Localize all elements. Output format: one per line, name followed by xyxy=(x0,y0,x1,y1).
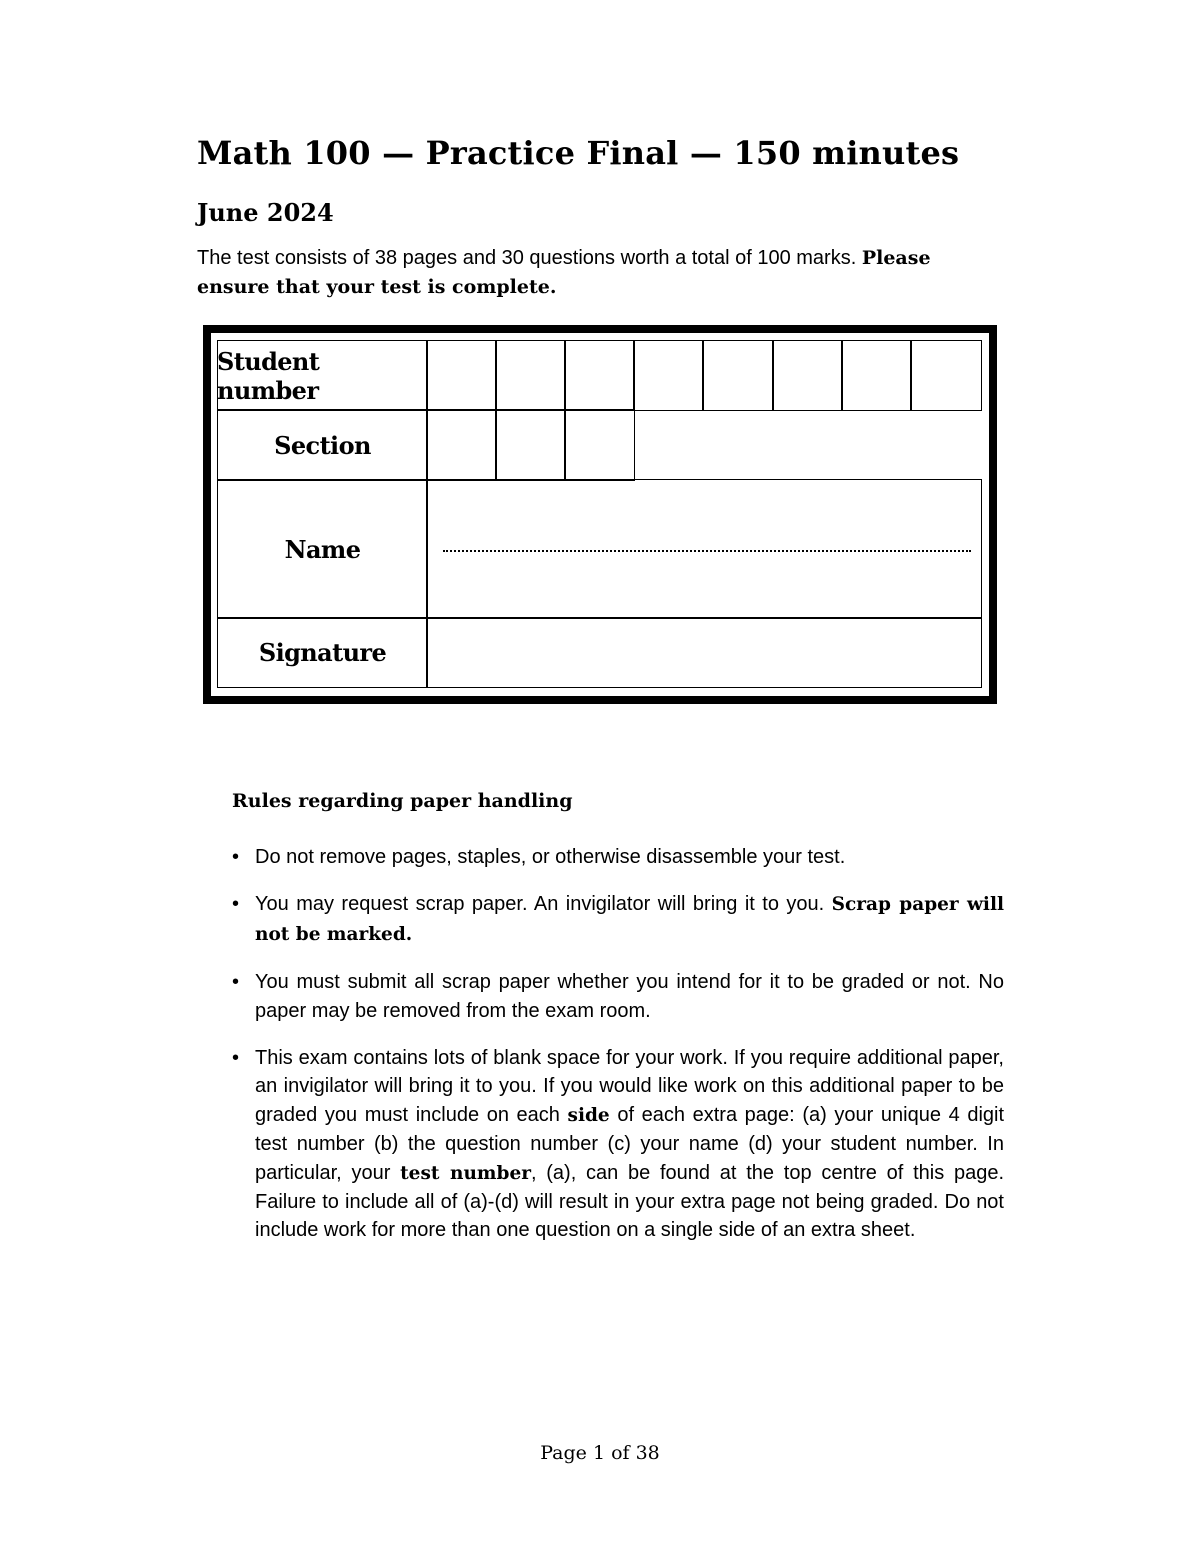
exam-date: June 2024 xyxy=(197,198,334,227)
student-number-label: Student number xyxy=(217,346,320,405)
name-dotted-line xyxy=(443,550,971,552)
signature-field[interactable] xyxy=(426,617,982,688)
rule-text: You must submit all scrap paper whether you intend for it to be graded or not. No paper may be removed from the exam room. xyxy=(255,971,1004,1022)
name-field[interactable] xyxy=(426,479,982,619)
rules-heading: Rules regarding paper handling xyxy=(232,790,573,812)
rule-item xyxy=(232,1044,1004,1245)
student-number-digit-box[interactable] xyxy=(841,340,912,411)
rule-text: Do not remove pages, staples, or otherwise disassemble your test. xyxy=(255,846,846,868)
student-info-box xyxy=(203,325,997,704)
rule-item xyxy=(232,968,1004,1025)
section-label: Section xyxy=(274,430,371,460)
student-number-digit-box[interactable] xyxy=(495,340,566,411)
bullet-icon: • xyxy=(232,1047,240,1070)
intro-paragraph xyxy=(197,244,1007,302)
signature-label: Signature xyxy=(258,638,387,667)
section-digit-box[interactable] xyxy=(564,409,635,481)
bullet-icon: • xyxy=(232,971,240,994)
student-number-digit-box[interactable] xyxy=(910,340,982,411)
rule-item xyxy=(232,843,1004,871)
rule-bold-text: Scrap paper will not be marked. xyxy=(255,894,1005,945)
rule-bold-text: side xyxy=(567,1104,610,1126)
page-number: Page 1 of 38 xyxy=(540,1442,660,1464)
section-digit-box[interactable] xyxy=(426,409,497,481)
rule-text: You may request scrap paper. An invigilator will bring it to you. xyxy=(255,893,825,916)
student-number-digit-box[interactable] xyxy=(426,340,497,411)
exam-title: Math 100 — Practice Final — 150 minutes xyxy=(197,134,960,172)
section-digit-box[interactable] xyxy=(495,409,566,481)
student-number-digit-box[interactable] xyxy=(702,340,774,411)
rule-text: of each extra page: (a) your unique 4 digit test number (b) the question number (c) your name (d) your student number. In particular, your xyxy=(255,1103,1005,1184)
bullet-icon: • xyxy=(232,893,240,916)
rule-bold-text: test number xyxy=(400,1162,531,1184)
student-number-digit-box[interactable] xyxy=(772,340,843,411)
bullet-icon: • xyxy=(232,846,240,868)
rule-text: This exam contains lots of blank space for your work. If you require additional paper, an invigilator will bring it to you. If you would like work on this additional paper to be graded you must include on each xyxy=(255,1047,1004,1126)
rule-text: , (a), can be found at the top centre of this page. Failure to include all of (a)-(d) will result in your extra page not being graded. Do not include work for more than one question on a single side of an extra sheet. xyxy=(255,1161,1004,1242)
intro-bold-text: Please ensure that your test is complete. xyxy=(197,247,931,298)
name-label: Name xyxy=(284,534,361,564)
rules-list xyxy=(232,843,1004,1264)
student-number-digit-box[interactable] xyxy=(564,340,635,411)
student-number-digit-box[interactable] xyxy=(633,340,704,411)
intro-text: The test consists of 38 pages and 30 questions worth a total of 100 marks. xyxy=(197,247,857,269)
rule-item xyxy=(232,890,1004,949)
